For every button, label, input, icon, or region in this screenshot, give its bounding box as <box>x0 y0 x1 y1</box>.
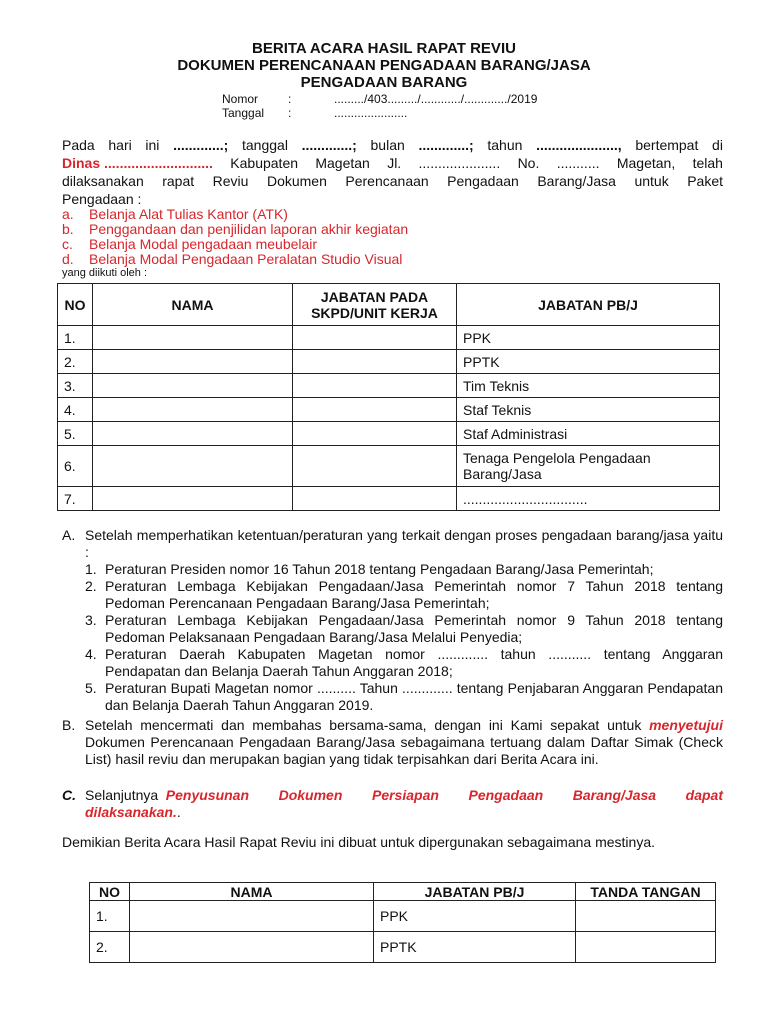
list-key: c. <box>62 236 73 252</box>
col-header-nama: NAMA <box>130 883 374 901</box>
intro-blank: ....................., <box>536 137 622 153</box>
cell-jabatan-pbj: Tenaga Pengelola Pengadaan Barang/Jasa <box>457 446 720 487</box>
section-c <box>62 787 723 821</box>
table-row <box>90 932 716 963</box>
intro-word: di <box>712 137 723 153</box>
list-item <box>62 222 408 237</box>
list-item <box>62 207 408 222</box>
intro-word: tanggal <box>242 137 288 153</box>
section-a <box>62 527 723 714</box>
list-number: 1. <box>85 561 97 577</box>
cell-jabatan-skpd <box>293 350 457 374</box>
list-key: d. <box>62 251 74 267</box>
cell-nama <box>93 398 293 422</box>
section-c-emphasis: Penyusunan Dokumen Persiapan Pengadaan Barang/Jasa dapat dilaksanakan. <box>85 787 723 820</box>
cell-jabatan-skpd <box>293 422 457 446</box>
cell-signature <box>576 901 716 932</box>
cell-jabatan-skpd <box>293 374 457 398</box>
participants-table <box>57 283 720 511</box>
section-b <box>62 717 723 768</box>
intro-word: tahun <box>487 137 523 153</box>
cell-no: 2. <box>58 350 93 374</box>
signature-table <box>89 882 716 963</box>
list-text: Belanja Modal pengadaan meubelair <box>89 236 318 252</box>
cell-nama <box>93 487 293 511</box>
intro-paragraph <box>62 136 723 208</box>
list-item <box>62 252 408 267</box>
list-text: Peraturan Bupati Magetan nomor .......... Tahun ............. tentang Penjabaran Anggaran Pendapatan dan Belanja Daerah Tahun Anggaran 2019. <box>105 680 723 713</box>
cell-jabatan-pbj: ................................ <box>457 487 720 511</box>
table-row <box>58 350 720 374</box>
list-number: 3. <box>85 612 97 628</box>
intro-line3: dilaksanakan rapat Reviu Dokumen Perencanaan Pengadaan Barang/Jasa untuk Paket <box>62 173 723 189</box>
doc-title-line3: PENGADAAN BARANG <box>300 74 468 91</box>
intro-line4: Pengadaan : <box>62 191 142 207</box>
intro-blank: ..................... <box>418 155 501 171</box>
cell-nama <box>130 901 374 932</box>
intro-word: Kabupaten <box>230 155 299 171</box>
col-header-nama: NAMA <box>93 284 293 326</box>
section-b-label: B. <box>62 717 76 733</box>
section-b-text-end: Dokumen Perencanaan Pengadaan Barang/Jasa sebagaimana tertuang dalam Daftar Simak (Check List) hasil reviu dan merupakan bagian yang tidak terpisahkan dari Berita Acara ini. <box>85 734 723 767</box>
cell-no: 7. <box>58 487 93 511</box>
intro-word: bulan <box>370 137 405 153</box>
cell-nama <box>93 326 293 350</box>
list-text: Peraturan Daerah Kabupaten Magetan nomor ............. tahun ........... tentang Anggaran Pendapatan dan Belanja Daerah Tahun Anggaran 2018; <box>105 646 723 679</box>
nomor-label: Nomor <box>222 92 259 106</box>
col-header-no: NO <box>58 284 93 326</box>
table-row <box>58 487 720 511</box>
table-row <box>58 422 720 446</box>
cell-jabatan-pbj: Staf Teknis <box>457 398 720 422</box>
cell-jabatan-skpd <box>293 398 457 422</box>
intro-word: Magetan, <box>616 155 676 171</box>
intro-word: telah <box>692 155 723 171</box>
intro-word: Pada <box>62 137 95 153</box>
col-header-jabatan-skpd: JABATAN PADA SKPD/UNIT KERJA <box>293 284 457 326</box>
doc-title-line1: BERITA ACARA HASIL RAPAT REVIU <box>252 40 516 57</box>
list-text: Belanja Modal Pengadaan Peralatan Studio Visual <box>89 251 403 267</box>
col-header-tanda-tangan: TANDA TANGAN <box>576 883 716 901</box>
list-number: 4. <box>85 646 97 662</box>
cell-no: 5. <box>58 422 93 446</box>
table-row <box>90 901 716 932</box>
cell-jabatan-skpd <box>293 446 457 487</box>
intro-line2 <box>62 154 723 172</box>
intro-blank: ........... <box>556 155 600 171</box>
tanggal-sep: : <box>288 106 292 120</box>
table-row <box>58 374 720 398</box>
list-text: Penggandaan dan penjilidan laporan akhir kegiatan <box>89 221 409 237</box>
intro-word: hari <box>108 137 132 153</box>
cell-signature <box>576 932 716 963</box>
intro-word: Jl. <box>387 155 402 171</box>
cell-jabatan-pbj: PPK <box>374 901 576 932</box>
section-c-label: C. <box>62 787 76 803</box>
list-item <box>62 237 408 252</box>
cell-jabatan-pbj: Tim Teknis <box>457 374 720 398</box>
cell-nama <box>93 446 293 487</box>
cell-nama <box>93 350 293 374</box>
list-text: Peraturan Lembaga Kebijakan Pengadaan/Jasa Pemerintah nomor 7 Tahun 2018 tentang Pedoman Perencanaan Pengadaan Barang/Jasa Pemerintah; <box>105 578 723 611</box>
list-item <box>85 646 723 680</box>
cell-no: 4. <box>58 398 93 422</box>
list-number: 2. <box>85 578 97 594</box>
cell-jabatan-pbj: Staf Administrasi <box>457 422 720 446</box>
col-header-no: NO <box>90 883 130 901</box>
closing-statement: Demikian Berita Acara Hasil Rapat Reviu ini dibuat untuk dipergunakan sebagaimana mestinya. <box>62 834 655 850</box>
intro-word: bertempat <box>635 137 699 153</box>
section-a-label: A. <box>62 527 76 543</box>
intro-word: Magetan <box>315 155 370 171</box>
col-header-jabatan-pbj: JABATAN PB/J <box>457 284 720 326</box>
tanggal-value: ...................... <box>334 106 408 120</box>
cell-no: 2. <box>90 932 130 963</box>
package-list <box>62 207 408 267</box>
intro-line1 <box>62 136 723 154</box>
intro-blank: .............; <box>418 137 474 153</box>
followed-by-label: yang diikuti oleh : <box>62 267 147 279</box>
cell-jabatan-skpd <box>293 326 457 350</box>
doc-title-line2: DOKUMEN PERENCANAAN PENGADAAN BARANG/JASA <box>177 57 591 74</box>
list-item <box>85 561 723 578</box>
table-row <box>58 398 720 422</box>
intro-blank: .............; <box>301 137 357 153</box>
nomor-row <box>222 92 537 106</box>
col-header-jabatan-pbj: JABATAN PB/J <box>374 883 576 901</box>
cell-jabatan-pbj: PPK <box>457 326 720 350</box>
list-key: b. <box>62 221 74 237</box>
cell-jabatan-pbj: PPTK <box>457 350 720 374</box>
list-item <box>85 578 723 612</box>
dinas-field: Dinas ............................ <box>62 155 213 171</box>
cell-no: 1. <box>90 901 130 932</box>
intro-blank: .............; <box>173 137 229 153</box>
section-b-emphasis: menyetujui <box>649 717 723 733</box>
list-item <box>85 680 723 714</box>
tanggal-label: Tanggal <box>222 106 265 120</box>
cell-jabatan-pbj: PPTK <box>374 932 576 963</box>
nomor-value: ........./403........./............/............./2019 <box>334 92 538 106</box>
nomor-sep: : <box>288 92 292 106</box>
intro-word: ini <box>145 137 160 153</box>
cell-no: 1. <box>58 326 93 350</box>
cell-nama <box>93 422 293 446</box>
list-text: Belanja Alat Tulias Kantor (ATK) <box>89 206 288 222</box>
table-row <box>58 446 720 487</box>
table-row <box>58 326 720 350</box>
cell-nama <box>93 374 293 398</box>
tanggal-row <box>222 106 407 120</box>
cell-nama <box>130 932 374 963</box>
list-text: Peraturan Lembaga Kebijakan Pengadaan/Jasa Pemerintah nomor 9 Tahun 2018 tentang Pedoman Pelaksanaan Pengadaan Barang/Jasa Melalui Penyedia; <box>105 612 723 645</box>
list-key: a. <box>62 206 74 222</box>
intro-word: No. <box>517 155 540 171</box>
table-header-row <box>90 883 716 901</box>
cell-no: 3. <box>58 374 93 398</box>
cell-jabatan-skpd <box>293 487 457 511</box>
section-b-text: Setelah mencermati dan membahas bersama-sama, dengan ini Kami sepakat untuk <box>85 717 650 733</box>
list-number: 5. <box>85 680 97 696</box>
cell-no: 6. <box>58 446 93 487</box>
section-c-text-end: . <box>176 804 181 820</box>
section-c-text: Selanjutnya <box>85 787 166 803</box>
section-a-text: Setelah memperhatikan ketentuan/peraturan yang terkait dengan proses pengadaan barang/jasa yaitu : <box>85 527 723 560</box>
table-header-row <box>58 284 720 326</box>
list-text: Peraturan Presiden nomor 16 Tahun 2018 tentang Pengadaan Barang/Jasa Pemerintah; <box>105 561 654 577</box>
list-item <box>85 612 723 646</box>
